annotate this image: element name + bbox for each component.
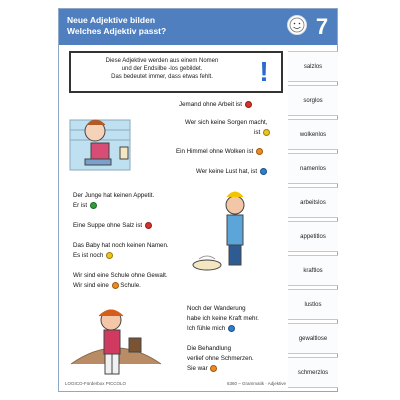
dot-orange-2 bbox=[112, 282, 119, 289]
sentence-8b-text: Wir sind eine bbox=[73, 282, 109, 290]
dot-green-1 bbox=[90, 202, 97, 209]
sentence-1-text: Jemand ohne Arbeit ist bbox=[179, 101, 242, 109]
sentence-1 bbox=[179, 101, 252, 109]
sentence-8b bbox=[73, 282, 141, 290]
sentence-9b: habe ich keine Kraft mehr. bbox=[187, 315, 259, 322]
sentence-9: Noch der Wanderung bbox=[187, 305, 246, 312]
answer-sorglos[interactable]: sorglos bbox=[288, 85, 338, 116]
sentence-7: Das Baby hat noch keinen Namen. bbox=[73, 242, 169, 249]
sentence-8b-tail: Schule. bbox=[120, 282, 141, 290]
sentence-10b: verlief ohne Schmerzen. bbox=[187, 355, 254, 362]
answer-arbeitslos[interactable]: arbeitslos bbox=[288, 187, 338, 218]
sentence-2b-text: ist bbox=[254, 129, 261, 137]
sentence-6-text: Eine Suppe ohne Salz ist bbox=[73, 222, 143, 230]
woman-deckchair-illustration bbox=[65, 95, 145, 183]
sentence-4-text: Wer keine Lust hat, ist bbox=[196, 168, 258, 176]
answer-appetitlos[interactable]: appetitlos bbox=[288, 221, 338, 252]
dot-orange-3 bbox=[210, 365, 217, 372]
sentence-10: Die Behandlung bbox=[187, 345, 232, 352]
sentence-2: Wer sich keine Sorgen macht, bbox=[185, 119, 268, 126]
sentence-7b-text: Es ist noch bbox=[73, 252, 104, 260]
answer-column bbox=[288, 51, 338, 391]
sentence-3-text: Ein Himmel ohne Wolken ist bbox=[176, 148, 254, 156]
sentence-10c bbox=[187, 365, 217, 373]
footer-right: 6360 – Grammatik · Adjektive bbox=[227, 381, 287, 386]
sentence-4 bbox=[196, 168, 267, 176]
sentence-8: Wir sind eine Schule ohne Gewalt. bbox=[73, 272, 168, 279]
dot-red-1 bbox=[245, 101, 252, 108]
sentence-9c bbox=[187, 325, 235, 333]
answer-schmerzlos[interactable]: schmerzlos bbox=[288, 357, 338, 388]
sentence-10c-text: Sie war bbox=[187, 365, 208, 373]
dot-orange-1 bbox=[256, 148, 263, 155]
dot-red-2 bbox=[145, 222, 152, 229]
header bbox=[59, 9, 337, 45]
exclamation-icon: ! bbox=[259, 56, 269, 87]
page-number: 7 bbox=[315, 14, 329, 39]
sentence-3 bbox=[176, 148, 263, 156]
info-box bbox=[69, 51, 283, 93]
answer-gewaltlose[interactable]: gewaltlose bbox=[288, 323, 338, 354]
hiking-girl-illustration bbox=[71, 292, 161, 382]
info-line-2: und der Endsilbe -los gebildet. bbox=[121, 66, 203, 72]
dot-blue-2 bbox=[228, 325, 235, 332]
footer-left: LOGICO-Förderbox PICCOLO bbox=[65, 381, 127, 386]
sentence-5b bbox=[73, 202, 97, 210]
sentence-5: Der Junge hat keinen Appetit. bbox=[73, 192, 155, 199]
sentence-6 bbox=[73, 222, 152, 230]
title-line-2: Welches Adjektiv passt? bbox=[67, 26, 167, 36]
answer-namenlos[interactable]: namenlos bbox=[288, 153, 338, 184]
dot-blue-1 bbox=[260, 168, 267, 175]
dot-yellow-2 bbox=[106, 252, 113, 259]
dot-yellow-1 bbox=[263, 129, 270, 136]
answer-salzlos[interactable]: salzlos bbox=[288, 51, 338, 82]
sentence-7b bbox=[73, 252, 113, 260]
answer-wolkenlos[interactable]: wolkenlos bbox=[288, 119, 338, 150]
smiley-face-icon bbox=[287, 15, 307, 35]
sentence-2b bbox=[254, 129, 270, 137]
title-line-1: Neue Adjektive bilden bbox=[67, 15, 156, 25]
worksheet-card bbox=[58, 8, 338, 392]
sentence-5b-text: Er ist bbox=[73, 202, 88, 210]
boy-food-illustration bbox=[187, 187, 263, 277]
info-line-3: Das bedeutet immer, dass etwas fehlt. bbox=[111, 74, 213, 80]
info-line-1: Diese Adjektive werden aus einem Nomen bbox=[105, 58, 219, 64]
answer-kraftlos[interactable]: kraftlos bbox=[288, 255, 338, 286]
sentence-9c-text: Ich fühle mich bbox=[187, 325, 226, 333]
answer-lustlos[interactable]: lustlos bbox=[288, 289, 338, 320]
